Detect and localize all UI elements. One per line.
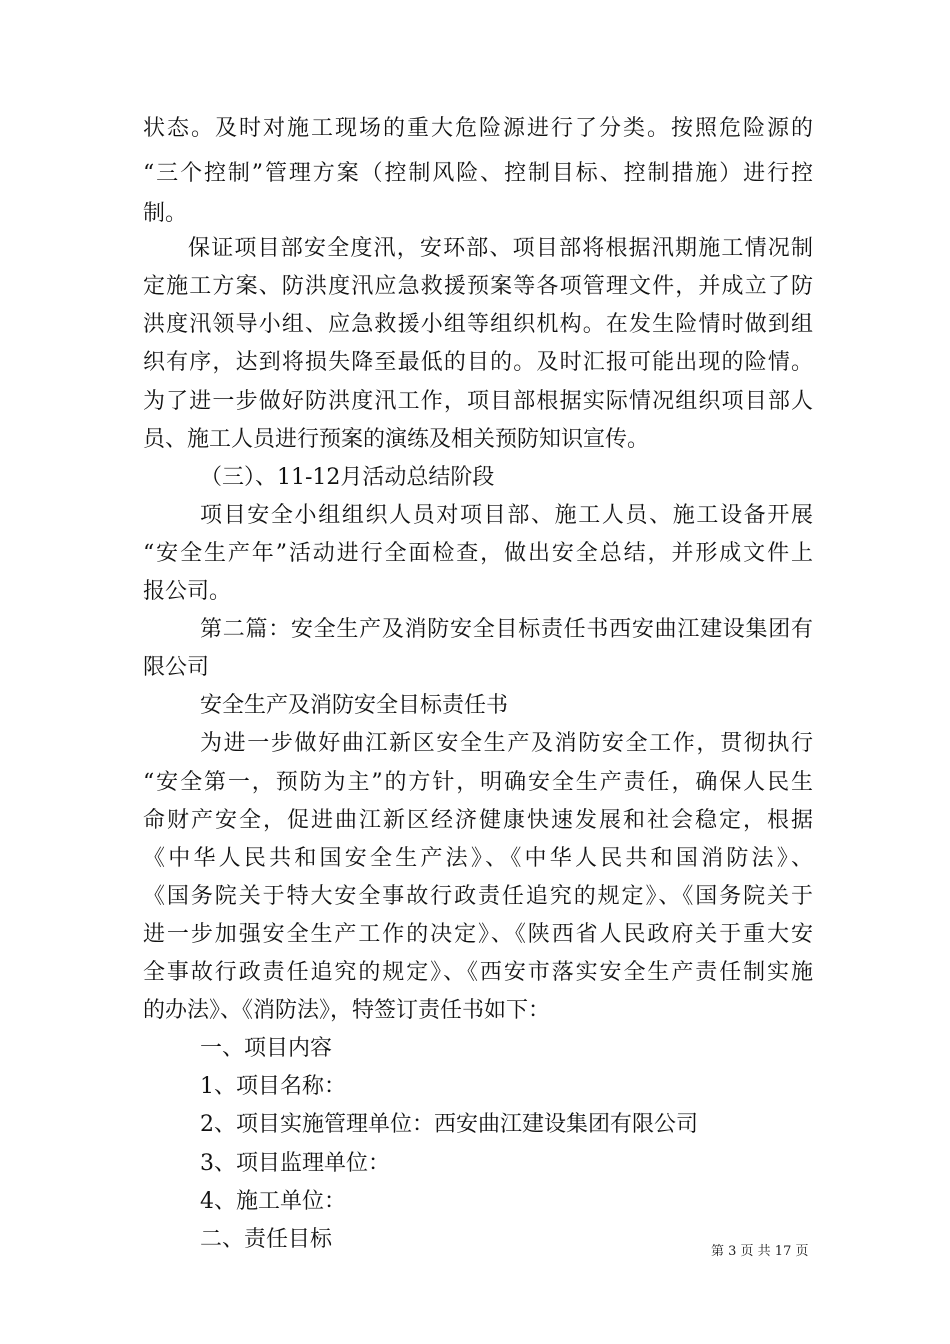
- list-heading-1: 一、项目内容: [200, 1036, 333, 1061]
- section-heading-3: （三）、11-12月活动总结阶段: [200, 465, 495, 490]
- text-line-12: “安全生产年”活动进行全面检查，做出安全总结，并形成文件上: [143, 541, 813, 566]
- page-number-footer: 第 3 页 共 17 页: [711, 1244, 809, 1259]
- chapter-title-line-2: 限公司: [143, 655, 210, 680]
- text-line-13: 报公司。: [143, 579, 232, 604]
- list-item-1: 1、项目名称：: [200, 1074, 346, 1099]
- text-line-22: 进一步加强安全生产工作的决定》、《陕西省人民政府关于重大安: [143, 922, 813, 947]
- text-line-6: 洪度汛领导小组、应急救援小组等组织机构。在发生险情时做到组: [143, 312, 813, 337]
- text-line-3: 制。: [143, 201, 188, 226]
- text-line-2: “三个控制”管理方案（控制风险、控制目标、控制措施）进行控: [143, 161, 813, 186]
- paragraph-start-line: 保证项目部安全度汛，安环部、项目部将根据汛期施工情况制: [188, 236, 813, 261]
- text-line-9: 员、施工人员进行预案的演练及相关预防知识宣传。: [143, 427, 650, 452]
- text-line-21: 《国务院关于特大安全事故行政责任追究的规定》、《国务院关于: [143, 884, 813, 909]
- list-item-4: 4、施工单位：: [200, 1189, 346, 1214]
- document-title: 安全生产及消防安全目标责任书: [200, 693, 509, 718]
- paragraph-start-line: 为进一步做好曲江新区安全生产及消防安全工作，贯彻执行: [200, 731, 813, 756]
- chapter-title-line: 第二篇：安全生产及消防安全目标责任书西安曲江建设集团有: [200, 617, 813, 642]
- paragraph-start-line: 项目安全小组组织人员对项目部、施工人员、施工设备开展: [200, 503, 813, 528]
- text-line-23: 全事故行政责任追究的规定》、《西安市落实安全生产责任制实施: [143, 960, 813, 985]
- text-line-24: 的办法》、《消防法》，特签订责任书如下：: [143, 998, 551, 1023]
- list-heading-2: 二、责任目标: [200, 1227, 333, 1252]
- text-line-19: 命财产安全，促进曲江新区经济健康快速发展和社会稳定，根据: [143, 808, 813, 833]
- text-line-1: 状态。及时对施工现场的重大危险源进行了分类。按照危险源的: [143, 116, 813, 141]
- text-line-18: “安全第一，预防为主”的方针，明确安全生产责任，确保人民生: [143, 770, 813, 795]
- list-item-2: 2、项目实施管理单位：西安曲江建设集团有限公司: [200, 1112, 698, 1137]
- text-line-8: 为了进一步做好防洪度汛工作，项目部根据实际情况组织项目部人: [143, 389, 813, 414]
- text-line-5: 定施工方案、防洪度汛应急救援预案等各项管理文件，并成立了防: [143, 274, 813, 299]
- text-line-20: 《中华人民共和国安全生产法》、《中华人民共和国消防法》、: [143, 846, 813, 871]
- text-line-7: 织有序，达到将损失降至最低的目的。及时汇报可能出现的险情。: [143, 350, 813, 375]
- list-item-3: 3、项目监理单位：: [200, 1151, 390, 1176]
